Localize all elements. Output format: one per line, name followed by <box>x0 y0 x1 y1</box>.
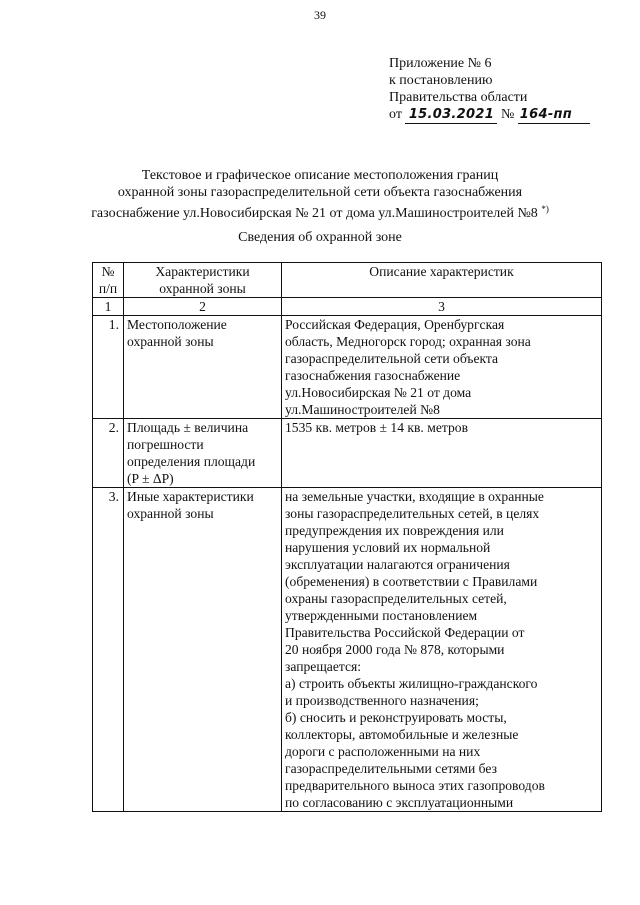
handwritten-date: 15.03.2021 <box>405 106 497 124</box>
header-characteristics: Характеристики охранной зоны <box>124 263 282 298</box>
table-row <box>93 316 602 419</box>
zone-info-table <box>92 262 602 812</box>
annex-date-number-line <box>389 106 590 124</box>
table-row <box>93 488 602 812</box>
header-number: № п/п <box>93 263 124 298</box>
row-description: Российская Федерация, Оренбургская область, Медногорск город; охранная зона газораспределительной сети объекта газоснабжения газоснабжение ул.Новосибирская № 21 от дома ул.Машиностроителей №8 <box>282 316 602 419</box>
row-characteristic: Местоположение охранной зоны <box>124 316 282 419</box>
row-characteristic: Иные характеристики охранной зоны <box>124 488 282 812</box>
title-line-3 <box>0 201 640 222</box>
table-row <box>93 419 602 488</box>
row-characteristic: Площадь ± величина погрешности определения площади (P ± ΔP) <box>124 419 282 488</box>
table-index-row <box>93 298 602 316</box>
row-description: 1535 кв. метров ± 14 кв. метров <box>282 419 602 488</box>
title-line-3-text: газоснабжение ул.Новосибирская № 21 от дома ул.Машиностроителей №8 <box>91 206 538 221</box>
page-number: 39 <box>314 8 326 22</box>
row-description: на земельные участки, входящие в охранные зоны газораспределительных сетей, в целях предупреждения их повреждения или нарушения условий их нормальной эксплуатации налагаются ограничения (обременения) в соответствии с Правилами охраны газораспределительных сетей, утвержденными постановлением Правительства Российской Федерации от 20 ноября 2000 года № 878, которыми запрещается: а) строить объекты жилищно-гражданского и производственного назначения; б) сносить и реконструировать мосты, коллекторы, автомобильные и железные дороги с расположенными на них газораспределительными сетями без предварительного выноса этих газопроводов по согласованию с эксплуатационными <box>282 488 602 812</box>
row-number: 1. <box>93 316 124 419</box>
document-title <box>0 167 640 222</box>
handwritten-number: 164-пп <box>518 106 590 124</box>
index-cell: 1 <box>93 298 124 316</box>
annex-government-line: Правительства области <box>389 90 528 105</box>
table-header-row <box>93 263 602 298</box>
header-description: Описание характеристик <box>282 263 602 298</box>
title-line-2: охранной зоны газораспределительной сети объекта газоснабжения <box>117 185 523 200</box>
annex-number-prefix: № <box>500 107 515 122</box>
title-line-1: Текстовое и графическое описание местоположения границ <box>141 168 499 183</box>
annex-block <box>389 55 590 124</box>
row-number: 3. <box>93 488 124 812</box>
footnote-mark: *) <box>541 204 549 214</box>
annex-from-prefix: от <box>389 107 402 122</box>
annex-title: Приложение № 6 <box>389 56 492 71</box>
index-cell: 3 <box>282 298 602 316</box>
section-title: Сведения об охранной зоне <box>238 230 402 245</box>
annex-resolution-line: к постановлению <box>389 73 493 88</box>
row-number: 2. <box>93 419 124 488</box>
index-cell: 2 <box>124 298 282 316</box>
